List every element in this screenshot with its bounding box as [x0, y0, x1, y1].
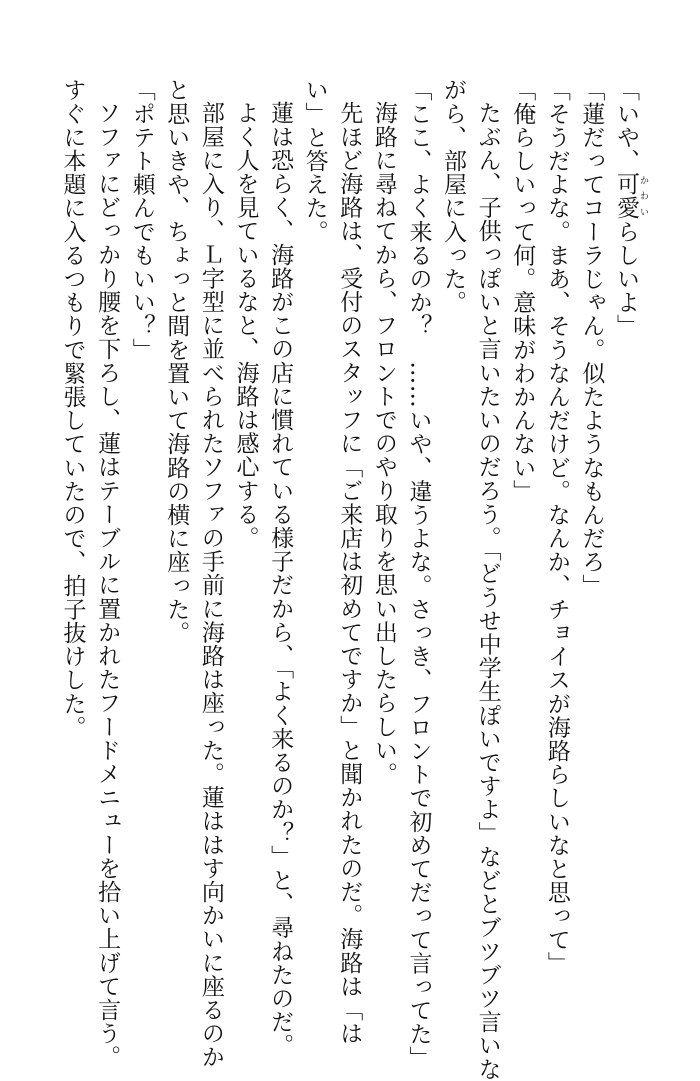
text-line: ソファにどっかり腰を下ろし、蓮はテーブルに置かれたフードメニューを拾い上げて言う。	[94, 101, 121, 1069]
text-line: 「蓮だってコーラじゃん。似たようなもんだろ」	[578, 78, 605, 598]
text-line: 「ここ、よく来るのか？ ……いや、違うよな。さっき、フロントで初めてだって言ってた」	[405, 78, 432, 1070]
text-line: 先ほど海路は、受付のスタッフに「ご来店は初めてですか」と聞かれたのだ。海路は「は	[336, 101, 363, 1045]
text-line: 部屋に入り、Ｌ字型に並べられたソファの手前に海路は座った。蓮ははす向かいに座るのか	[197, 101, 224, 1069]
text-line: 「そうだよな。まあ、そうなんだけど。なんか、チョイスが海路らしいなと思って」	[543, 78, 570, 975]
ruby-text: 可愛 かわい	[613, 172, 648, 220]
text-line: 蓮は恐らく、海路がこの店に慣れている様子だから、「よく来るのか？」と、尋ねたのだ。	[267, 101, 294, 1058]
furigana-reading: かわい	[638, 172, 648, 220]
text-line: 「いや、可愛 かわいらしいよ」	[613, 78, 648, 338]
text-line: 「俺らしいって何。意味がわかんない」	[509, 78, 536, 503]
text-line: い」と答えた。	[301, 78, 328, 244]
text-line: たぶん、子供っぽいと言いたいのだろう。「どうせ中学生ぽいですよ」などとブツブツ言いな	[474, 101, 501, 1081]
text-line: がら、部屋に入った。	[440, 78, 467, 314]
vertical-text-body	[48, 78, 648, 1081]
text-line: と思いきや、ちょっと間を置いて海路の横に座った。	[163, 78, 190, 645]
text-line: すぐに本題に入るつもりで緊張していたので、拍子抜けした。	[59, 78, 86, 739]
text-line: 海路に尋ねてから、フロントでのやり取りを思い出したらしい。	[370, 101, 397, 786]
text-line: よく人を見ているなと、海路は感心する。	[232, 101, 259, 550]
text-line: 「ポテト頼んでもいい？」	[128, 78, 155, 362]
